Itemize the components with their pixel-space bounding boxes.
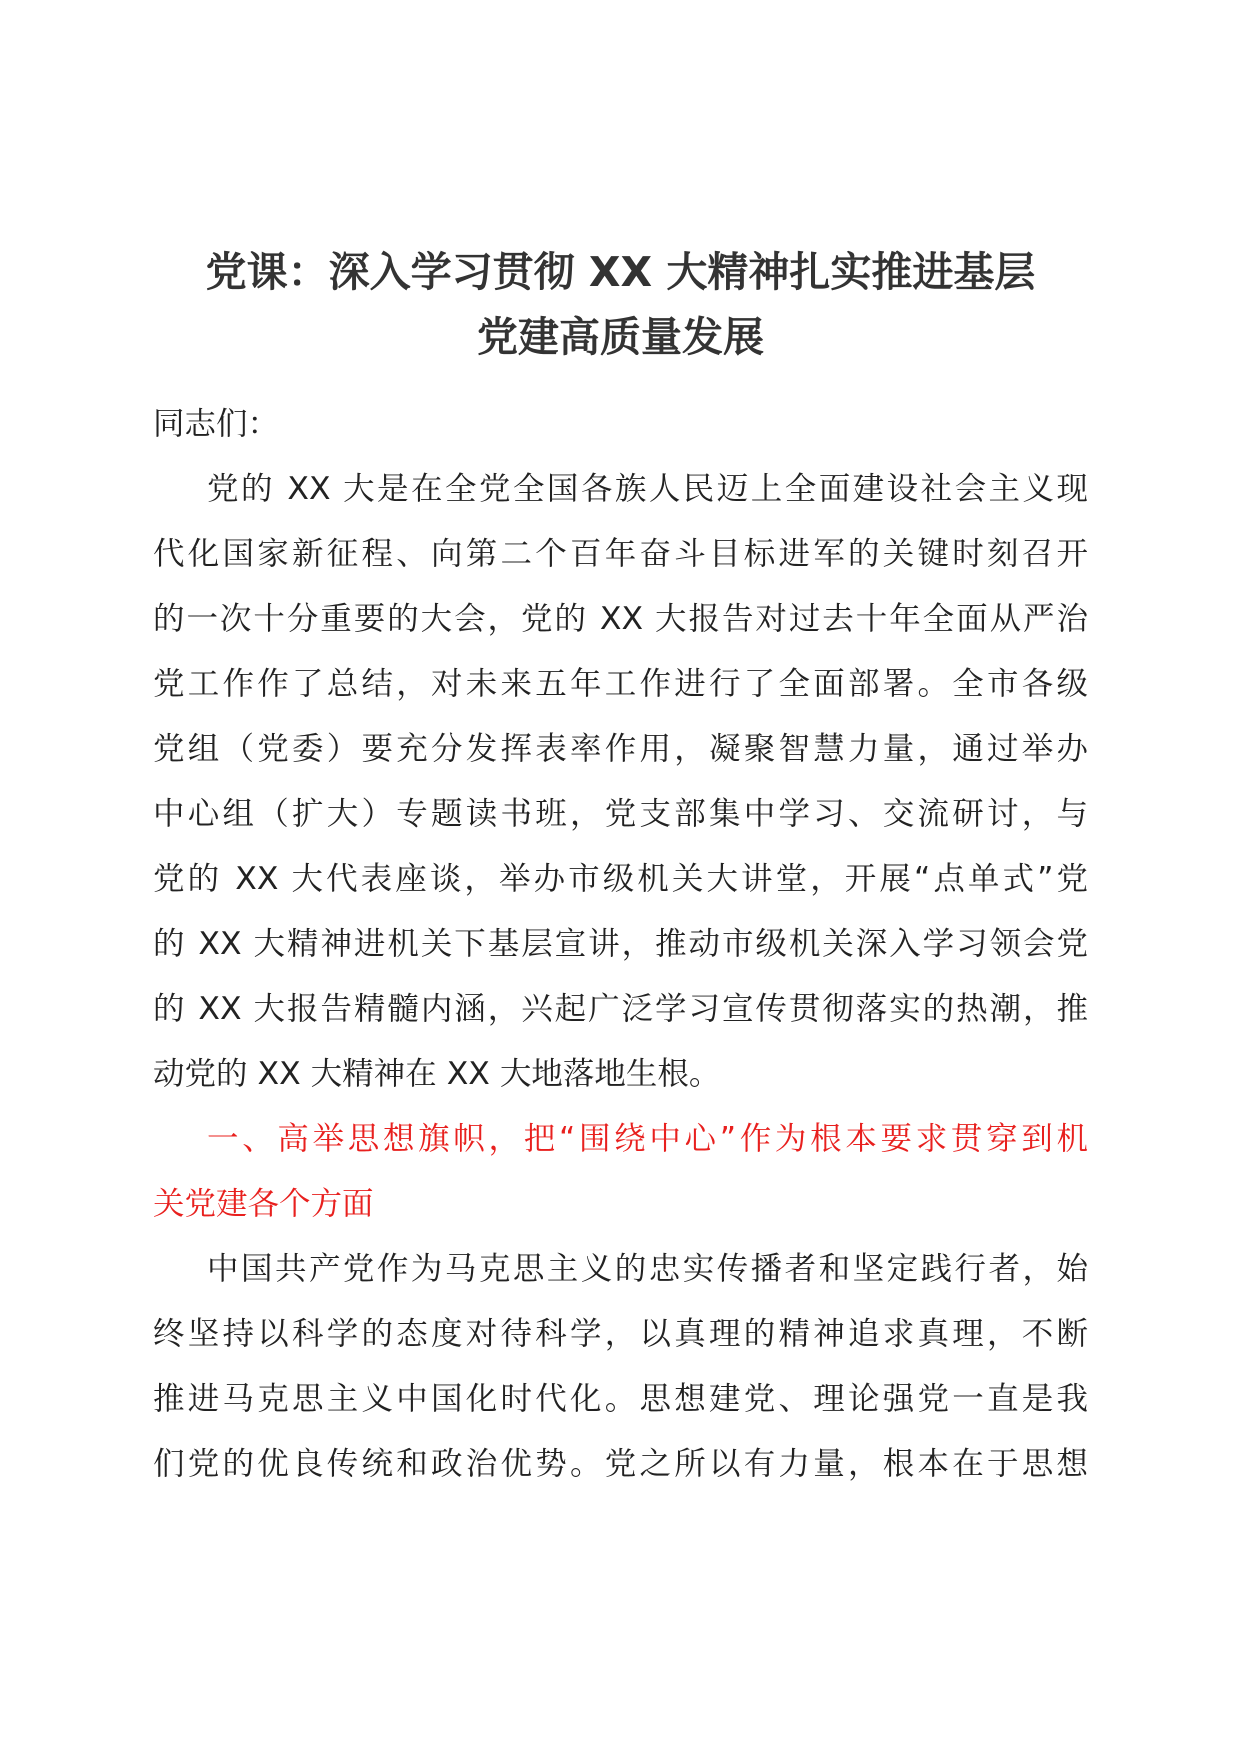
document-title bbox=[153, 240, 1088, 370]
paragraph-2-line: 中国共产党作为马克思主义的忠实传播者和坚定践行者，始 bbox=[207, 1251, 1088, 1287]
document-body bbox=[153, 392, 1088, 1497]
title-line-2: 党建高质量发展 bbox=[477, 313, 764, 361]
paragraph-2 bbox=[153, 1237, 1088, 1497]
section-heading-line: 一、高举思想旗帜，把“围绕中心”作为根本要求贯穿到机 bbox=[207, 1121, 1088, 1157]
title-line-1: 党课：深入学习贯彻 XX 大精神扎实推进基层 bbox=[205, 248, 1036, 296]
section-heading-line: 关党建各个方面 bbox=[153, 1186, 374, 1222]
paragraph-2-line: 终坚持以科学的态度对待科学，以真理的精神追求真理，不断 bbox=[153, 1316, 1088, 1352]
paragraph-1-line: 党的 XX 大是在全党全国各族人民迈上全面建设社会主义现 bbox=[207, 471, 1088, 507]
paragraph-1-line: 中心组（扩大）专题读书班，党支部集中学习、交流研讨，与 bbox=[153, 796, 1088, 832]
paragraph-2-line: 推进马克思主义中国化时代化。思想建党、理论强党一直是我 bbox=[153, 1381, 1088, 1417]
paragraph-1-line: 动党的 XX 大精神在 XX 大地落地生根。 bbox=[153, 1056, 721, 1092]
salutation: 同志们： bbox=[153, 406, 280, 442]
paragraph-1 bbox=[153, 457, 1088, 1107]
section-heading-1 bbox=[153, 1107, 1088, 1237]
paragraph-1-line: 代化国家新征程、向第二个百年奋斗目标进军的关键时刻召开 bbox=[153, 536, 1088, 572]
paragraph-2-line: 们党的优良传统和政治优势。党之所以有力量，根本在于思想 bbox=[153, 1446, 1088, 1482]
paragraph-1-line: 党的 XX 大代表座谈，举办市级机关大讲堂，开展“点单式”党 bbox=[153, 861, 1088, 897]
document-page bbox=[153, 240, 1088, 1497]
paragraph-1-line: 的 XX 大精神进机关下基层宣讲，推动市级机关深入学习领会党 bbox=[153, 926, 1088, 962]
paragraph-1-line: 的一次十分重要的大会，党的 XX 大报告对过去十年全面从严治 bbox=[153, 601, 1088, 637]
paragraph-1-line: 党工作作了总结，对未来五年工作进行了全面部署。全市各级 bbox=[153, 666, 1088, 702]
paragraph-1-line: 党组（党委）要充分发挥表率作用，凝聚智慧力量，通过举办 bbox=[153, 731, 1088, 767]
paragraph-1-line: 的 XX 大报告精髓内涵，兴起广泛学习宣传贯彻落实的热潮，推 bbox=[153, 991, 1088, 1027]
